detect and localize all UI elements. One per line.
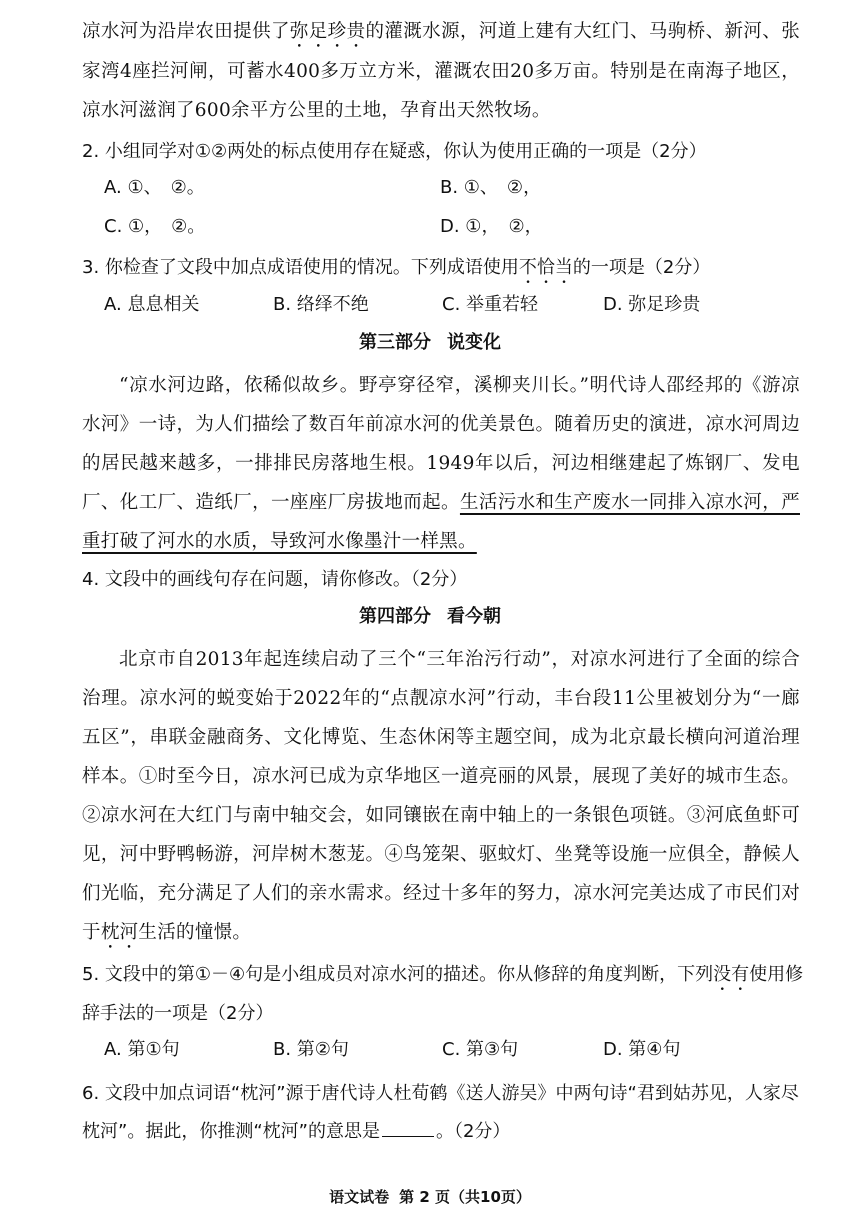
q6-stem-part: 。（2分） (435, 1121, 511, 1142)
passage-text: 的灌溉水源，河道上建有大红门、马驹桥、新河、张家湾4座拦河闸，可蓄水400多万立方米，灌溉农田20多万亩。特别是在南海子地区，凉水河滋润了600余平方公里的土地，孕育出天然牧场。 (82, 21, 800, 121)
passage-text: 凉水河为沿岸农田提供了 (82, 21, 290, 42)
answer-blank[interactable] (382, 1135, 434, 1137)
question-3 (82, 255, 812, 288)
heading-part-number: 第四部分 (359, 606, 431, 627)
section-heading-part4 (0, 604, 860, 630)
heading-part-number: 第三部分 (359, 332, 431, 353)
question-5 (82, 956, 812, 1033)
passage-text: 北京市自2013年起连续启动了三个“三年治污行动”，对凉水河进行了全面的综合治理。凉水河的蜕变始于2022年的“点靓凉水河”行动，丰台段11公里被划分为“一廊五区”，串联金融商务、文化博览、生态休闲等主题空间，成为北京最长横向河道治理样本。①时至今日，凉水河已成为京华地区一道亮丽的风景，展现了美好的城市生态。②凉水河在大红门与南中轴交会，如同镶嵌在南中轴上的一条银色项链。③河底鱼虾可见，河中野鸭畅游，河岸树木葱茏。④鸟笼架、驱蚊灯、坐凳等设施一应俱全，静候人们光临，充分满足了人们的亲水需求。经过十多年的努力，凉水河完美达成了市民们对于 (82, 649, 800, 943)
question-2: 2. 小组同学对①②两处的标点使用存在疑惑，你认为使用正确的一项是（2分） (82, 141, 707, 162)
q3-stem-part: 的一项是（2分） (572, 257, 711, 278)
q3-emphasis: 不恰当 (518, 257, 573, 278)
question-6 (82, 1075, 812, 1151)
passage-part3 (82, 366, 800, 561)
q5-option-c[interactable]: C. 第③句 (442, 1039, 519, 1060)
section-heading-part3 (0, 330, 860, 356)
q5-stem-part: 5. 文段中的第①－④句是小组成员对凉水河的描述。你从修辞的角度判断，下列 (82, 964, 714, 985)
q5-option-b[interactable]: B. 第②句 (273, 1039, 349, 1060)
dotted-idiom: 弥足珍贵 (289, 21, 366, 42)
footer-subject: 语文试卷 (329, 1188, 390, 1206)
q5-emphasis: 没有 (713, 964, 750, 985)
q5-option-d[interactable]: D. 第④句 (603, 1039, 681, 1060)
q2-option-a[interactable]: A. ①、 ②。 (104, 177, 205, 198)
footer-page-number: 第 2 页（共10页） (399, 1188, 531, 1206)
dotted-word: 枕河 (100, 922, 139, 943)
heading-part-title: 说变化 (447, 332, 501, 353)
q5-option-a[interactable]: A. 第①句 (104, 1039, 180, 1060)
q3-option-c[interactable]: C. 举重若轻 (442, 294, 539, 315)
passage-part4 (82, 640, 800, 953)
passage-top (82, 12, 800, 130)
q2-option-c[interactable]: C. ①， ②。 (104, 216, 206, 237)
q3-option-a[interactable]: A. 息息相关 (104, 294, 200, 315)
q3-stem-part: 3. 你检查了文段中加点成语使用的情况。下列成语使用 (82, 257, 519, 278)
q2-option-b[interactable]: B. ①、 ②， (440, 177, 542, 198)
page-footer (0, 1186, 860, 1207)
question-4: 4. 文段中的画线句存在问题，请你修改。（2分） (82, 569, 468, 590)
underlined-sentence: 生活污水和生产废水一同排入凉水河，严重打破了河水的水质，导致河水像墨汁一样黑。 (82, 492, 800, 552)
heading-part-title: 看今朝 (447, 606, 501, 627)
q2-option-d[interactable]: D. ①， ②， (440, 216, 543, 237)
q5-stem-part: 使用修辞手法的一项是（2分） (82, 964, 804, 1024)
q6-stem-part: 6. 文段中加点词语“枕河”源于唐代诗人杜荀鹤《送人游吴》中两句诗“君到姑苏见，人家尽枕河”。据此，你推测“枕河”的意思是 (82, 1083, 799, 1142)
q3-option-d[interactable]: D. 弥足珍贵 (603, 294, 701, 315)
passage-text: “凉水河边路，依稀似故乡。野亭穿径窄，溪柳夹川长。”明代诗人邵经邦的《游凉水河》一诗，为人们描绘了数百年前凉水河的优美景色。随着历史的演进，凉水河周边的居民越来越多，一排排民房落地生根。1949年以后，河边相继建起了炼钢厂、发电厂、化工厂、造纸厂，一座座厂房拔地而起。 (82, 375, 800, 513)
q3-option-b[interactable]: B. 络绎不绝 (273, 294, 369, 315)
passage-text: 生活的憧憬。 (138, 922, 252, 943)
